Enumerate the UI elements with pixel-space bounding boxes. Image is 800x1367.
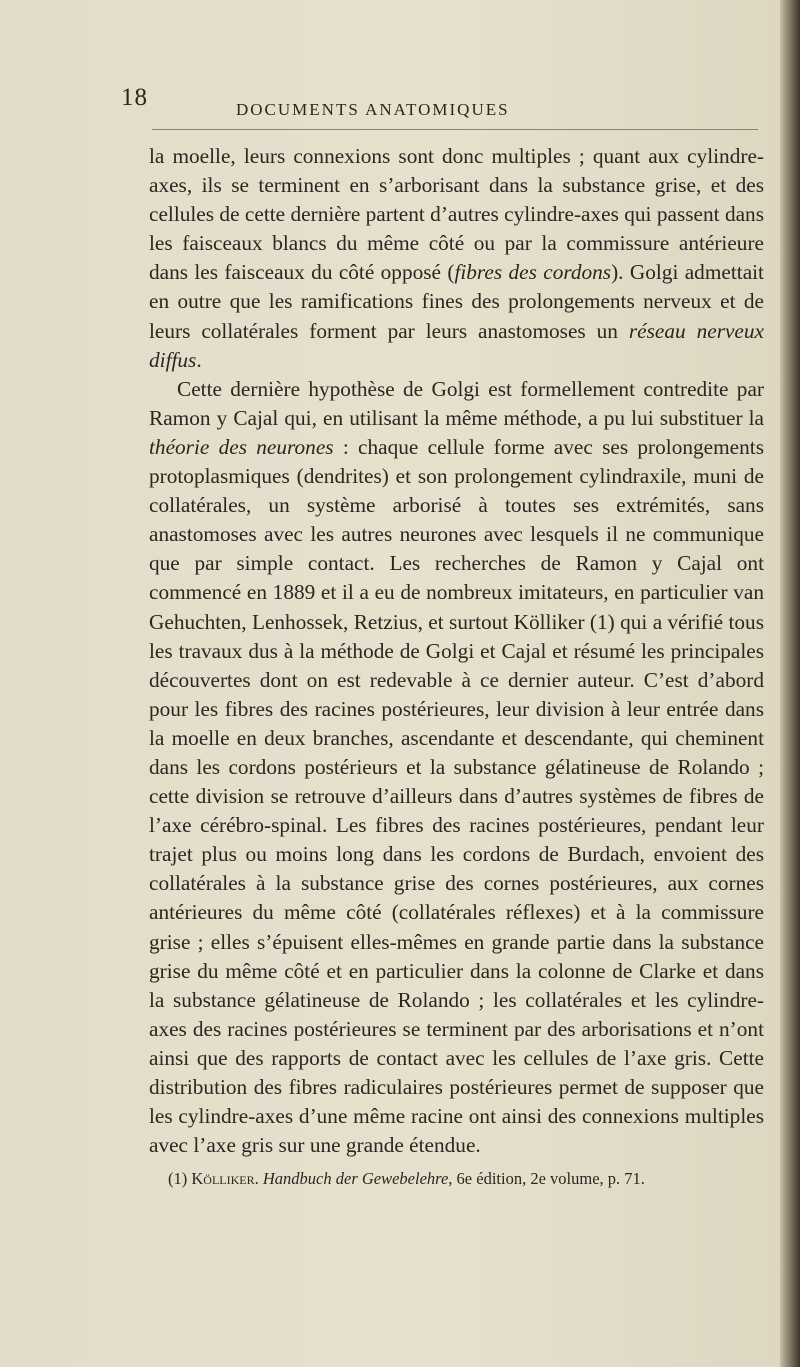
footnote-author: Kölliker. xyxy=(191,1169,259,1188)
text-segment: ). Golgi admettait en outre que les ramifications fines des prolongements nerveux et de leurs collatérales forment par leurs anastomoses un xyxy=(149,260,764,343)
page-number: 18 xyxy=(121,84,148,111)
text-segment: : chaque cellule forme avec ses prolongements protoplasmiques (dendrites) et son prolongement cylindraxile, muni de collatérales, un système arborisé à toutes ses extrémités, sans anastomoses avec les autres neurones avec lesquels il ne communique que par simple contact. Les recherches de Ramon y Cajal ont commencé en 1889 et il a eu de nombreux imitateurs, en particulier van Gehuchten, Lenhossek, Retzius, et surtout Kölliker (1) qui a vérifié tous les travaux dus à la méthode de Golgi et Cajal et résumé les principales découvertes dont on est redevable à ce dernier auteur. C’est d’abord pour les fibres des racines postérieures, leur division à leur entrée dans la moelle en deux branches, ascendante et descendante, qui cheminent dans les cordons postérieurs et la substance gélatineuse de Rolando ; cette division se retrouve d’ailleurs dans d’autres systèmes de fibres de l’axe cérébro-spinal. Les fibres des racines postérieures, pendant leur trajet plus ou moins long dans les cordons de Burdach, envoient des collatérales à la substance grise des cornes postérieures, aux cornes antérieures du même côté (collatérales réflexes) et à la commissure grise ; elles s’épuisent elles-mêmes en grande partie dans la substance grise du même côté et en particulier dans la colonne de Clarke et dans la substance gélatineuse de Rolando ; les collatérales et les cylindre-axes des racines postérieures se terminent par des arborisations et n’ont ainsi que des rapports de contact avec les cellules de l’axe gris. Cette distribution des fibres radiculaires postérieures permet de supposer que les cylindre-axes d’une même racine ont ainsi des connexions multiples avec l’axe gris sur une grande étendue. xyxy=(149,434,764,1158)
footnote-details: 6e édition, 2e volume, p. 71. xyxy=(456,1169,645,1188)
footnote-title: Handbuch der Gewebelehre, xyxy=(262,1169,453,1188)
text-segment-italic: théorie des neurones xyxy=(149,434,334,459)
text-segment-italic: fibres des cordons xyxy=(454,260,612,285)
body-text xyxy=(149,142,764,1160)
footnote xyxy=(168,1168,758,1190)
paragraph-2 xyxy=(149,375,764,1161)
text-segment: Cette dernière hypothèse de Golgi est formellement contredite par Ramon y Cajal qui, en utilisant la même méthode, a pu lui substituer la xyxy=(149,376,764,430)
running-title: DOCUMENTS ANATOMIQUES xyxy=(236,100,510,119)
text-segment: la moelle, leurs connexions sont donc multiples ; quant aux cylindre-axes, ils se terminent en s’arborisant dans la substance grise, et des cellules de cette dernière partent d’autres cylindre-axes qui passent dans les faisceaux blancs du même côté ou par la commissure antérieure dans les faisceaux du côté opposé ( xyxy=(149,144,764,285)
text-segment: . xyxy=(196,347,202,372)
footnote-marker: (1) xyxy=(168,1169,188,1188)
paragraph-1 xyxy=(149,142,764,375)
page-edge-shadow xyxy=(780,0,800,1367)
text-segment-italic: réseau nerveux diffus xyxy=(149,318,764,372)
header-rule xyxy=(152,129,758,130)
